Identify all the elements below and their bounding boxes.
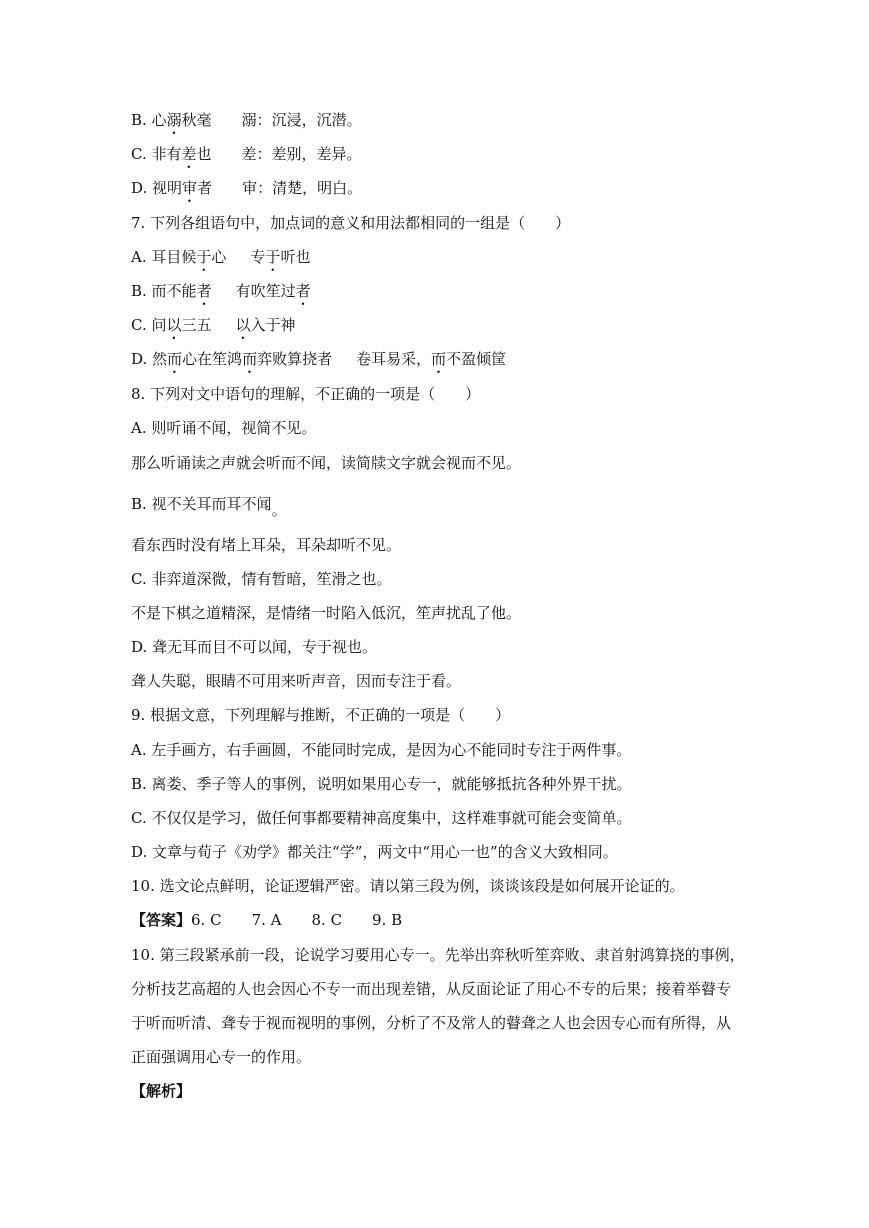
option-text: 三五 — [181, 316, 212, 334]
question-7: 7. 下列各组语句中，加点词的意义和用法都相同的一组是（ ） — [131, 214, 571, 232]
q8-option-a-translation: 那么听诵读之声就会听而不闻，读简牍文字就会视而不见。 — [131, 454, 522, 472]
option-text: 者 — [197, 179, 213, 197]
answer-10-line-2: 分析技艺高超的人也会因心不专一而出现差错，从反面论证了用心不专的后果；接着举瞽专 — [131, 980, 732, 998]
option-b-line — [131, 110, 362, 138]
option-text: C. 非有 — [131, 145, 182, 163]
option-text: B. 而不能 — [131, 282, 197, 300]
option-c-line — [131, 144, 362, 172]
q7-option-d — [131, 349, 506, 377]
q9-option-d: D. 文章与荀子《劝学》都关注“学”，两文中“用心一也”的含义大致相同。 — [131, 843, 618, 861]
answer-label: 【答案】 — [131, 911, 192, 929]
option-text: 听也 — [280, 248, 311, 266]
dotted-word: 者 — [196, 282, 212, 300]
option-text: 不盈倾筐 — [446, 350, 507, 368]
dotted-word: 差 — [181, 145, 197, 163]
dotted-word: 以 — [235, 316, 251, 334]
question-8: 8. 下列对文中语句的理解，不正确的一项是（ ） — [131, 385, 481, 403]
q8-option-b — [131, 494, 287, 519]
option-text: B. 视不关耳而耳不闻 — [131, 495, 272, 513]
q8-option-d-translation: 聋人失聪，眼睛不可用来听声音，因而专注于看。 — [131, 672, 462, 690]
q7-option-a — [131, 247, 310, 275]
option-text: D. 然 — [131, 350, 168, 368]
dotted-word: 而 — [431, 350, 447, 368]
q8-option-b-translation: 看东西时没有堵上耳朵，耳朵却听不见。 — [131, 536, 402, 554]
gloss-text: 差：差别，差异。 — [241, 145, 362, 163]
option-text: 也 — [196, 145, 212, 163]
dotted-word: 审 — [182, 179, 198, 197]
answer-10-line-1: 10. 第三段紧承前一段，论说学习要用心专一。先举出弈秋听笙弈败、隶首射鸿算挠的事例， — [131, 946, 745, 964]
option-text: 有吹笙过 — [235, 282, 296, 300]
dotted-word: 于 — [265, 248, 281, 266]
option-text: 专 — [250, 248, 266, 266]
option-text: 心在笙鸿 — [182, 350, 243, 368]
q8-option-d: D. 聋无耳而目不可以闻，专于视也。 — [131, 638, 378, 656]
q9-option-b: B. 离娄、季子等人的事例，说明如果用心专一，就能够抵抗各种外界干扰。 — [131, 775, 632, 793]
q9-option-a: A. 左手画方，右手画圆，不能同时完成，是因为心不能同时专注于两件事。 — [131, 741, 632, 759]
option-text: C. 问 — [131, 316, 167, 334]
q9-option-c: C. 不仅仅是学习，做任何事都要精神高度集中，这样难事就可能会变简单。 — [131, 809, 632, 827]
dotted-word: 者 — [295, 282, 311, 300]
option-d-line — [131, 178, 362, 206]
q8-option-a: A. 则听诵不闻，视简不见。 — [131, 419, 317, 437]
answer-10-line-4: 正面强调用心专一的作用。 — [131, 1048, 312, 1066]
question-10: 10. 选文论点鲜明，论证逻辑严密。请以第三段为例，谈谈该段是如何展开论证的。 — [131, 877, 685, 895]
option-text: B. 心 — [131, 111, 167, 129]
option-text: 入于神 — [250, 316, 296, 334]
dotted-word: 以 — [166, 316, 182, 334]
dotted-word: 于 — [196, 248, 212, 266]
q7-option-b — [131, 281, 311, 309]
dotted-word: 而 — [242, 350, 258, 368]
answer-values: 6. C 7. A 8. C 9. B — [191, 911, 403, 929]
option-text: 秋毫 — [181, 111, 212, 129]
gloss-text: 审：清楚，明白。 — [242, 179, 363, 197]
option-text: 卷耳易采， — [356, 350, 432, 368]
dotted-word: 溺 — [166, 111, 182, 129]
q8-option-c: C. 非弈道深微，情有暂暗，笙滑之也。 — [131, 570, 392, 588]
answer-line — [131, 910, 402, 930]
gloss-text: 溺：沉浸，沉潜。 — [241, 111, 362, 129]
question-9: 9. 根据文意，下列理解与推断，不正确的一项是（ ） — [131, 706, 511, 724]
option-text: 心 — [211, 248, 227, 266]
period-mark: 。 — [271, 501, 287, 519]
dotted-word: 而 — [167, 350, 183, 368]
answer-10-line-3: 于听而听清、聋专于视而视明的事例，分析了不及常人的瞽聋之人也会因专心而有所得，从 — [131, 1014, 732, 1032]
option-text: 弈败算挠者 — [257, 350, 333, 368]
q7-option-c — [131, 315, 296, 343]
analysis-label: 【解析】 — [131, 1082, 192, 1100]
q8-option-c-translation: 不是下棋之道精深，是情绪一时陷入低沉，笙声扰乱了他。 — [131, 604, 522, 622]
option-text: D. 视明 — [131, 179, 183, 197]
option-text: A. 耳目候 — [131, 248, 197, 266]
